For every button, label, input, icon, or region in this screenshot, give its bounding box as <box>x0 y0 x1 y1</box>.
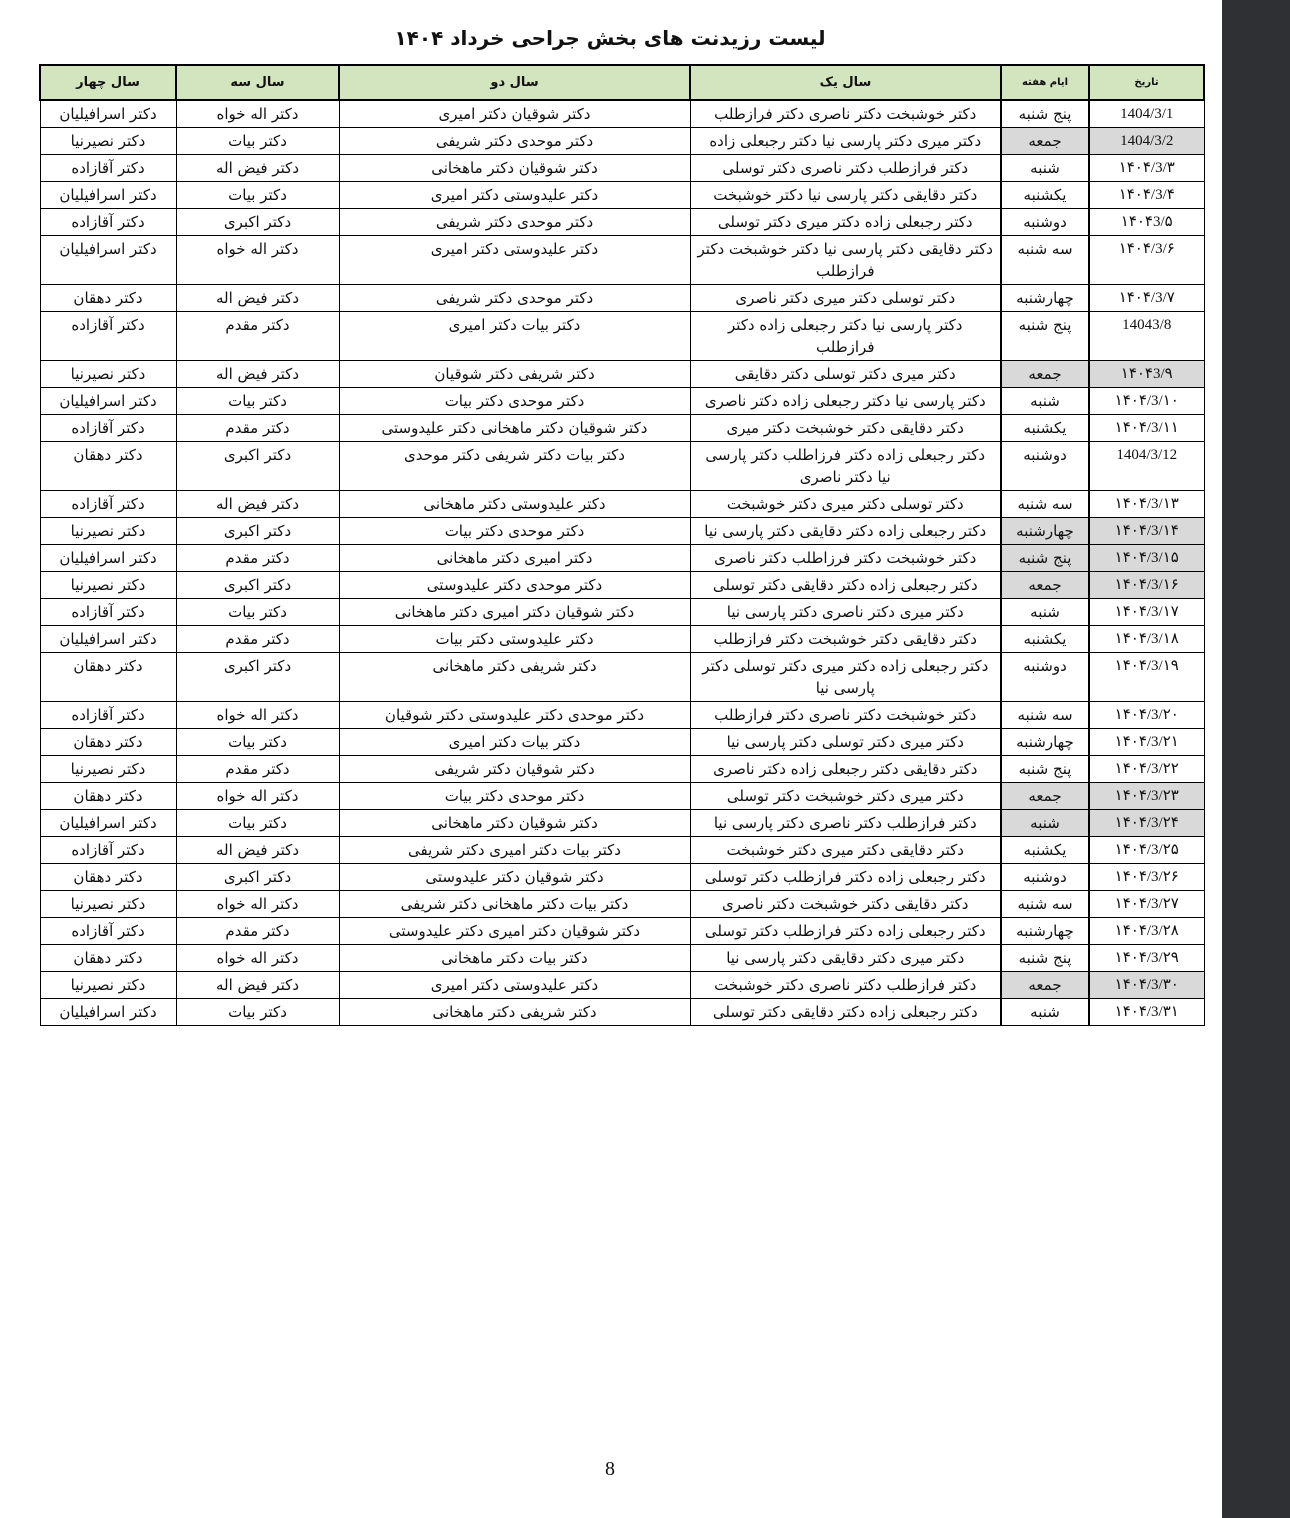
table-row <box>40 442 1204 491</box>
year-1-cell: دکتر فرازطلب دکتر ناصری دکتر توسلی <box>690 155 1001 182</box>
weekday-cell: دوشنبه <box>1001 864 1089 891</box>
date-cell: ۱۴۰۴/3/۲۹ <box>1089 945 1204 972</box>
date-cell: ۱۴۰۴/3/۷ <box>1089 285 1204 312</box>
header-weekday: ایام هفته <box>1001 65 1089 100</box>
year-3-cell: دکتر اله خواه <box>176 100 339 128</box>
date-cell: ۱۴۰۴/3/۱۸ <box>1089 626 1204 653</box>
weekday-cell: پنج شنبه <box>1001 312 1089 361</box>
year-4-cell: دکتر نصیرنیا <box>40 572 176 599</box>
header-year-1: سال یک <box>690 65 1001 100</box>
date-cell: ۱۴۰۴/3/۶ <box>1089 236 1204 285</box>
weekday-cell: چهارشنبه <box>1001 285 1089 312</box>
year-4-cell: دکتر آقازاده <box>40 312 176 361</box>
date-cell: 1404/3/1 <box>1089 100 1204 128</box>
year-4-cell: دکتر دهقان <box>40 442 176 491</box>
date-cell: ۱۴۰۴/3/۲۱ <box>1089 729 1204 756</box>
year-2-cell: دکتر شوقیان دکتر علیدوستی <box>339 864 690 891</box>
year-1-cell: دکتر میری دکتر توسلی دکتر پارسی نیا <box>690 729 1001 756</box>
date-cell: 1404/3/12 <box>1089 442 1204 491</box>
year-1-cell: دکتر رجبعلی زاده دکتر دقایقی دکتر پارسی نیا <box>690 518 1001 545</box>
year-4-cell: دکتر اسرافیلیان <box>40 388 176 415</box>
year-4-cell: دکتر اسرافیلیان <box>40 999 176 1026</box>
weekday-cell: سه شنبه <box>1001 702 1089 729</box>
year-1-cell: دکتر رجبعلی زاده دکتر فرازطلب دکتر توسلی <box>690 918 1001 945</box>
weekday-cell: شنبه <box>1001 599 1089 626</box>
year-3-cell: دکتر اکبری <box>176 442 339 491</box>
weekday-cell: چهارشنبه <box>1001 918 1089 945</box>
year-3-cell: دکتر فیض اله <box>176 155 339 182</box>
year-1-cell: دکتر رجبعلی زاده دکتر فرازطلب دکتر توسلی <box>690 864 1001 891</box>
year-2-cell: دکتر شوقیان دکتر امیری دکتر علیدوستی <box>339 918 690 945</box>
year-3-cell: دکتر مقدم <box>176 545 339 572</box>
year-1-cell: دکتر فرازطلب دکتر ناصری دکتر پارسی نیا <box>690 810 1001 837</box>
date-cell: ۱۴۰۴/3/۲۶ <box>1089 864 1204 891</box>
year-1-cell: دکتر خوشبخت دکتر فرزاطلب دکتر ناصری <box>690 545 1001 572</box>
table-row <box>40 236 1204 285</box>
header-year-4: سال چهار <box>40 65 176 100</box>
year-1-cell: دکتر توسلی دکتر میری دکتر ناصری <box>690 285 1001 312</box>
year-4-cell: دکتر نصیرنیا <box>40 518 176 545</box>
year-4-cell: دکتر اسرافیلیان <box>40 100 176 128</box>
year-2-cell: دکتر موحدی دکتر شریفی <box>339 209 690 236</box>
date-cell: ۱۴۰۴/3/۱۵ <box>1089 545 1204 572</box>
weekday-cell: چهارشنبه <box>1001 729 1089 756</box>
year-2-cell: دکتر موحدی دکتر بیات <box>339 783 690 810</box>
year-2-cell: دکتر امیری دکتر ماهخانی <box>339 545 690 572</box>
year-2-cell: دکتر علیدوستی دکتر امیری <box>339 972 690 999</box>
year-3-cell: دکتر بیات <box>176 388 339 415</box>
table-row <box>40 864 1204 891</box>
table-row <box>40 388 1204 415</box>
year-3-cell: دکتر فیض اله <box>176 837 339 864</box>
year-4-cell: دکتر دهقان <box>40 729 176 756</box>
year-3-cell: دکتر فیض اله <box>176 361 339 388</box>
date-cell: ۱۴۰۴/3/۱۱ <box>1089 415 1204 442</box>
year-2-cell: دکتر شوقیان دکتر ماهخانی دکتر علیدوستی <box>339 415 690 442</box>
year-3-cell: دکتر اله خواه <box>176 783 339 810</box>
table-row <box>40 312 1204 361</box>
year-4-cell: دکتر دهقان <box>40 864 176 891</box>
date-cell: ۱۴۰۴/3/۱۹ <box>1089 653 1204 702</box>
weekday-cell: سه شنبه <box>1001 236 1089 285</box>
table-row <box>40 285 1204 312</box>
weekday-cell: شنبه <box>1001 388 1089 415</box>
year-4-cell: دکتر آقازاده <box>40 491 176 518</box>
year-1-cell: دکتر دقایقی دکتر رجبعلی زاده دکتر ناصری <box>690 756 1001 783</box>
table-row <box>40 783 1204 810</box>
table-row <box>40 837 1204 864</box>
date-cell: 1404/3/2 <box>1089 128 1204 155</box>
year-1-cell: دکتر رجبعلی زاده دکتر فرزاطلب دکتر پارسی نیا دکتر ناصری <box>690 442 1001 491</box>
year-1-cell: دکتر فرازطلب دکتر ناصری دکتر خوشبخت <box>690 972 1001 999</box>
date-cell: 14043/8 <box>1089 312 1204 361</box>
weekday-cell: سه شنبه <box>1001 891 1089 918</box>
year-4-cell: دکتر اسرافیلیان <box>40 545 176 572</box>
table-row <box>40 972 1204 999</box>
year-4-cell: دکتر اسرافیلیان <box>40 810 176 837</box>
year-3-cell: دکتر بیات <box>176 128 339 155</box>
weekday-cell: پنج شنبه <box>1001 545 1089 572</box>
year-2-cell: دکتر علیدوستی دکتر ماهخانی <box>339 491 690 518</box>
year-2-cell: دکتر بیات دکتر امیری <box>339 729 690 756</box>
table-row <box>40 702 1204 729</box>
year-1-cell: دکتر رجبعلی زاده دکتر میری دکتر توسلی <box>690 209 1001 236</box>
table-row <box>40 653 1204 702</box>
year-3-cell: دکتر مقدم <box>176 918 339 945</box>
weekday-cell: جمعه <box>1001 361 1089 388</box>
year-1-cell: دکتر رجبعلی زاده دکتر دقایقی دکتر توسلی <box>690 999 1001 1026</box>
year-2-cell: دکتر شریفی دکتر شوقیان <box>339 361 690 388</box>
date-cell: ۱۴۰۴/3/۳ <box>1089 155 1204 182</box>
header-year-3: سال سه <box>176 65 339 100</box>
year-2-cell: دکتر علیدوستی دکتر امیری <box>339 236 690 285</box>
weekday-cell: یکشنبه <box>1001 182 1089 209</box>
year-2-cell: دکتر بیات دکتر شریفی دکتر موحدی <box>339 442 690 491</box>
date-cell: ۱۴۰۴/3/۲۸ <box>1089 918 1204 945</box>
year-1-cell: دکتر دقایقی دکتر خوشبخت دکتر فرازطلب <box>690 626 1001 653</box>
year-4-cell: دکتر اسرافیلیان <box>40 236 176 285</box>
year-3-cell: دکتر اله خواه <box>176 702 339 729</box>
table-row <box>40 945 1204 972</box>
date-cell: ۱۴۰۴3/۹ <box>1089 361 1204 388</box>
weekday-cell: یکشنبه <box>1001 415 1089 442</box>
weekday-cell: شنبه <box>1001 999 1089 1026</box>
table-row <box>40 518 1204 545</box>
table-row <box>40 491 1204 518</box>
date-cell: ۱۴۰۴/3/۲۷ <box>1089 891 1204 918</box>
year-4-cell: دکتر دهقان <box>40 783 176 810</box>
weekday-cell: یکشنبه <box>1001 626 1089 653</box>
year-3-cell: دکتر اله خواه <box>176 891 339 918</box>
table-row <box>40 361 1204 388</box>
table-row <box>40 572 1204 599</box>
weekday-cell: شنبه <box>1001 155 1089 182</box>
year-3-cell: دکتر اله خواه <box>176 236 339 285</box>
year-3-cell: دکتر اکبری <box>176 572 339 599</box>
weekday-cell: دوشنبه <box>1001 442 1089 491</box>
weekday-cell: دوشنبه <box>1001 209 1089 236</box>
year-2-cell: دکتر موحدی دکتر علیدوستی دکتر شوقیان <box>339 702 690 729</box>
table-row <box>40 756 1204 783</box>
date-cell: ۱۴۰۴/3/۴ <box>1089 182 1204 209</box>
year-3-cell: دکتر بیات <box>176 999 339 1026</box>
year-1-cell: دکتر پارسی نیا دکتر رجبعلی زاده دکتر فرازطلب <box>690 312 1001 361</box>
year-4-cell: دکتر دهقان <box>40 285 176 312</box>
year-2-cell: دکتر علیدوستی دکتر امیری <box>339 182 690 209</box>
weekday-cell: یکشنبه <box>1001 837 1089 864</box>
year-2-cell: دکتر بیات دکتر امیری <box>339 312 690 361</box>
year-1-cell: دکتر میری دکتر پارسی نیا دکتر رجبعلی زاده <box>690 128 1001 155</box>
date-cell: ۱۴۰۴3/۵ <box>1089 209 1204 236</box>
year-3-cell: دکتر بیات <box>176 729 339 756</box>
year-3-cell: دکتر بیات <box>176 182 339 209</box>
year-1-cell: دکتر پارسی نیا دکتر رجبعلی زاده دکتر ناصری <box>690 388 1001 415</box>
date-cell: ۱۴۰۴/3/۲۲ <box>1089 756 1204 783</box>
weekday-cell: پنج شنبه <box>1001 756 1089 783</box>
year-4-cell: دکتر نصیرنیا <box>40 972 176 999</box>
table-row <box>40 155 1204 182</box>
year-4-cell: دکتر اسرافیلیان <box>40 626 176 653</box>
date-cell: ۱۴۰۴/3/۱۶ <box>1089 572 1204 599</box>
table-row <box>40 599 1204 626</box>
year-1-cell: دکتر دقایقی دکتر خوشبخت دکتر ناصری <box>690 891 1001 918</box>
year-2-cell: دکتر موحدی دکتر بیات <box>339 388 690 415</box>
date-cell: ۱۴۰۴/3/۲۰ <box>1089 702 1204 729</box>
weekday-cell: شنبه <box>1001 810 1089 837</box>
year-3-cell: دکتر اله خواه <box>176 945 339 972</box>
year-2-cell: دکتر شوقیان دکتر امیری دکتر ماهخانی <box>339 599 690 626</box>
year-2-cell: دکتر بیات دکتر امیری دکتر شریفی <box>339 837 690 864</box>
year-3-cell: دکتر فیض اله <box>176 491 339 518</box>
header-year-2: سال دو <box>339 65 690 100</box>
weekday-cell: پنج شنبه <box>1001 945 1089 972</box>
year-4-cell: دکتر نصیرنیا <box>40 756 176 783</box>
year-1-cell: دکتر خوشبخت دکتر ناصری دکتر فرازطلب <box>690 702 1001 729</box>
date-cell: ۱۴۰۴/3/۱۰ <box>1089 388 1204 415</box>
viewer-side-strip <box>1222 0 1290 1518</box>
weekday-cell: دوشنبه <box>1001 653 1089 702</box>
date-cell: ۱۴۰۴/3/۲۴ <box>1089 810 1204 837</box>
year-3-cell: دکتر بیات <box>176 599 339 626</box>
header-date: تاریخ <box>1089 65 1204 100</box>
year-3-cell: دکتر مقدم <box>176 626 339 653</box>
year-4-cell: دکتر نصیرنیا <box>40 361 176 388</box>
year-1-cell: دکتر دقایقی دکتر میری دکتر خوشبخت <box>690 837 1001 864</box>
year-3-cell: دکتر بیات <box>176 810 339 837</box>
date-cell: ۱۴۰۴/3/۱۳ <box>1089 491 1204 518</box>
year-1-cell: دکتر خوشبخت دکتر ناصری دکتر فرازطلب <box>690 100 1001 128</box>
year-2-cell: دکتر شریفی دکتر ماهخانی <box>339 999 690 1026</box>
year-4-cell: دکتر آقازاده <box>40 415 176 442</box>
year-3-cell: دکتر مقدم <box>176 415 339 442</box>
year-2-cell: دکتر موحدی دکتر شریفی <box>339 285 690 312</box>
year-4-cell: دکتر دهقان <box>40 653 176 702</box>
page-title: لیست رزیدنت های بخش جراحی خرداد ۱۴۰۴ <box>394 26 826 50</box>
year-4-cell: دکتر آقازاده <box>40 155 176 182</box>
year-4-cell: دکتر آقازاده <box>40 209 176 236</box>
date-cell: ۱۴۰۴/3/۲۳ <box>1089 783 1204 810</box>
year-4-cell: دکتر آقازاده <box>40 918 176 945</box>
date-cell: ۱۴۰۴/3/۲۵ <box>1089 837 1204 864</box>
year-4-cell: دکتر نصیرنیا <box>40 891 176 918</box>
table-row <box>40 545 1204 572</box>
year-2-cell: دکتر بیات دکتر ماهخانی دکتر شریفی <box>339 891 690 918</box>
year-2-cell: دکتر شریفی دکتر ماهخانی <box>339 653 690 702</box>
table-row <box>40 999 1204 1026</box>
date-cell: ۱۴۰۴/3/۳۰ <box>1089 972 1204 999</box>
year-2-cell: دکتر شوقیان دکتر ماهخانی <box>339 155 690 182</box>
year-2-cell: دکتر شوقیان دکتر ماهخانی <box>339 810 690 837</box>
year-1-cell: دکتر توسلی دکتر میری دکتر خوشبخت <box>690 491 1001 518</box>
year-2-cell: دکتر شوقیان دکتر امیری <box>339 100 690 128</box>
weekday-cell: جمعه <box>1001 783 1089 810</box>
year-4-cell: دکتر نصیرنیا <box>40 128 176 155</box>
year-1-cell: دکتر میری دکتر خوشبخت دکتر توسلی <box>690 783 1001 810</box>
table-row <box>40 182 1204 209</box>
year-1-cell: دکتر دقایقی دکتر پارسی نیا دکتر خوشبخت <box>690 182 1001 209</box>
year-3-cell: دکتر اکبری <box>176 653 339 702</box>
year-4-cell: دکتر دهقان <box>40 945 176 972</box>
page-number: 8 <box>605 1458 615 1480</box>
year-1-cell: دکتر میری دکتر توسلی دکتر دقایقی <box>690 361 1001 388</box>
year-3-cell: دکتر اکبری <box>176 209 339 236</box>
year-1-cell: دکتر رجبعلی زاده دکتر دقایقی دکتر توسلی <box>690 572 1001 599</box>
table-row <box>40 891 1204 918</box>
table-row <box>40 100 1204 128</box>
year-3-cell: دکتر مقدم <box>176 312 339 361</box>
resident-roster-table <box>39 64 1205 1026</box>
weekday-cell: سه شنبه <box>1001 491 1089 518</box>
table-row <box>40 810 1204 837</box>
year-1-cell: دکتر رجبعلی زاده دکتر میری دکتر توسلی دکتر پارسی نیا <box>690 653 1001 702</box>
year-3-cell: دکتر فیض اله <box>176 972 339 999</box>
year-1-cell: دکتر دقایقی دکتر پارسی نیا دکتر خوشبخت دکتر فرازطلب <box>690 236 1001 285</box>
year-3-cell: دکتر اکبری <box>176 518 339 545</box>
year-3-cell: دکتر فیض اله <box>176 285 339 312</box>
date-cell: ۱۴۰۴/3/۳۱ <box>1089 999 1204 1026</box>
weekday-cell: جمعه <box>1001 972 1089 999</box>
table-row <box>40 209 1204 236</box>
year-1-cell: دکتر میری دکتر ناصری دکتر پارسی نیا <box>690 599 1001 626</box>
date-cell: ۱۴۰۴/3/۱۷ <box>1089 599 1204 626</box>
date-cell: ۱۴۰۴/3/۱۴ <box>1089 518 1204 545</box>
year-3-cell: دکتر مقدم <box>176 756 339 783</box>
year-4-cell: دکتر آقازاده <box>40 837 176 864</box>
year-2-cell: دکتر بیات دکتر ماهخانی <box>339 945 690 972</box>
table-row <box>40 729 1204 756</box>
year-2-cell: دکتر شوقیان دکتر شریفی <box>339 756 690 783</box>
weekday-cell: جمعه <box>1001 128 1089 155</box>
weekday-cell: پنج شنبه <box>1001 100 1089 128</box>
table-header-row <box>40 65 1204 100</box>
year-4-cell: دکتر آقازاده <box>40 599 176 626</box>
year-3-cell: دکتر اکبری <box>176 864 339 891</box>
weekday-cell: جمعه <box>1001 572 1089 599</box>
year-2-cell: دکتر موحدی دکتر شریفی <box>339 128 690 155</box>
table-row <box>40 415 1204 442</box>
table-row <box>40 626 1204 653</box>
year-4-cell: دکتر اسرافیلیان <box>40 182 176 209</box>
year-2-cell: دکتر علیدوستی دکتر بیات <box>339 626 690 653</box>
year-4-cell: دکتر آقازاده <box>40 702 176 729</box>
table-row <box>40 918 1204 945</box>
year-1-cell: دکتر میری دکتر دقایقی دکتر پارسی نیا <box>690 945 1001 972</box>
weekday-cell: چهارشنبه <box>1001 518 1089 545</box>
year-2-cell: دکتر موحدی دکتر علیدوستی <box>339 572 690 599</box>
table-row <box>40 128 1204 155</box>
year-1-cell: دکتر دقایقی دکتر خوشبخت دکتر میری <box>690 415 1001 442</box>
year-2-cell: دکتر موحدی دکتر بیات <box>339 518 690 545</box>
